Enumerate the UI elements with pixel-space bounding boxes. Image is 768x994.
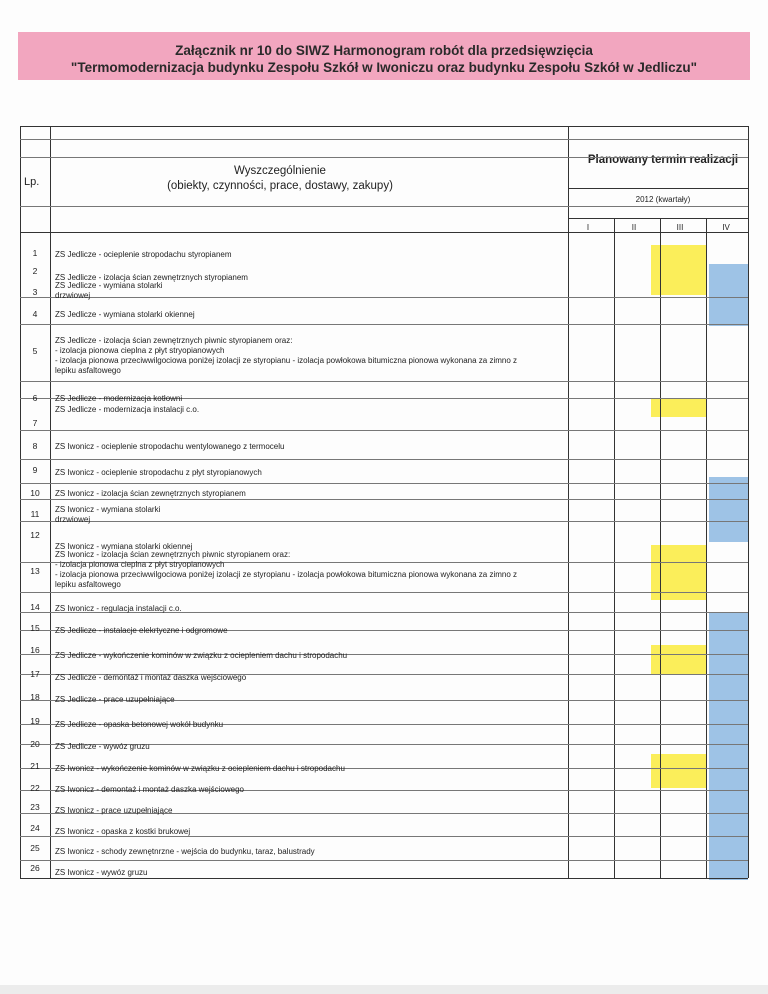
row-description (55, 468, 575, 478)
row-number: 18 (30, 692, 40, 702)
row-description (55, 336, 575, 376)
row-description-line: - izolacja pionowa przeciwwilgociowa poniżej izolacji ze styropianu - izolacja powłokowa bitumiczna pionowa wykonana za zimno z (55, 356, 517, 365)
table-top-border (20, 126, 748, 127)
row-description (55, 310, 575, 320)
row-description-line: ZS Iwonicz - demontaż i montaż daszka wejściowego (55, 785, 244, 794)
year-divider (568, 218, 748, 219)
row-description (55, 281, 575, 301)
table-column-line (50, 126, 51, 878)
planned-header: Planowany termin realizacji (587, 154, 739, 166)
row-number: 7 (32, 418, 38, 428)
row-description (55, 394, 575, 404)
row-number: 2 (32, 266, 38, 276)
row-description-line: ZS Jedlicze - demontaż i montaż daszka wejściowego (55, 673, 247, 682)
row-description-line: ZS Iwonicz - ocieplenie stropodachu wentylowanego z termocelu (55, 442, 285, 451)
row-description-line: lepiku asfaltowego (55, 366, 121, 375)
row-description-line: - izolacja pionowa przeciwwilgociowa poniżej izolacji ze styropianu - izolacja powłokowa bitumiczna pionowa wykonana za zimno z (55, 570, 517, 579)
row-description (55, 489, 575, 499)
table-row-line (20, 430, 748, 431)
quarter-3-header: III (676, 223, 684, 232)
table-row-line (20, 157, 748, 158)
row-description-line: ZS Jedlicze - izolacja ścian zewnętrznych styropianem (55, 273, 248, 282)
description-header-line-2: (obiekty, czynności, prace, dostawy, zakupy) (167, 180, 393, 192)
row-number: 9 (32, 465, 38, 475)
row-number: 20 (30, 739, 40, 749)
row-description (55, 847, 575, 857)
row-number: 6 (32, 393, 38, 403)
row-number: 12 (30, 530, 40, 540)
description-header (160, 164, 400, 194)
row-description-line: ZS Jedlicze - wymiana stolarki (55, 281, 163, 290)
table-row-line (20, 499, 748, 500)
row-description-line: ZS Jedlicze - modernizacja instalacji c.o. (55, 405, 200, 414)
row-description-line: ZS Iwonicz - opaska z kostki brukowej (55, 827, 191, 836)
row-description (55, 764, 575, 774)
row-description-line: ZS Iwonicz - wykończenie kominów w związku z ociepleniem dachu i stropodachu (55, 764, 345, 773)
header-bottom-border (20, 232, 748, 233)
table-row-line (20, 483, 748, 484)
row-number: 19 (30, 716, 40, 726)
table-column-line (748, 126, 749, 878)
row-description-line: ZS Jedlicze - prace uzupełniające (55, 695, 175, 704)
schedule-table (20, 126, 748, 878)
row-description-line: ZS Jedlicze - opaska betonowej wokół budynku (55, 720, 224, 729)
row-description (55, 505, 575, 525)
row-number: 22 (30, 783, 40, 793)
row-number: 13 (30, 566, 40, 576)
title-line-1: Załącznik nr 10 do SIWZ Harmonogram robót dla przedsięwzięcia (175, 43, 593, 58)
table-row-line (20, 860, 748, 861)
row-description-line: ZS Jedlicze - instalacje elekrtyczne i odgromowe (55, 626, 228, 635)
table-row-line (20, 592, 748, 593)
row-description-line: ZS Iwonicz - ocieplenie stropodachu z płyt styropianowych (55, 468, 262, 477)
row-description (55, 604, 575, 614)
row-description (55, 827, 575, 837)
lp-header: Lp. (24, 176, 40, 188)
quarter-4-highlight (709, 264, 748, 326)
row-number: 21 (30, 761, 40, 771)
quarter-1-header: I (586, 223, 590, 232)
row-description (55, 720, 575, 730)
row-description (55, 695, 575, 705)
row-description (55, 250, 575, 260)
row-description (55, 405, 575, 415)
row-number: 3 (32, 287, 38, 297)
row-number: 25 (30, 843, 40, 853)
row-description-line: ZS Iwonicz - wymiana stolarki (55, 505, 161, 514)
quarter-4-header: IV (722, 223, 730, 232)
row-description-line: ZS Jedlicze - izolacja ścian zewnętrznych piwnic styropianem oraz: (55, 336, 293, 345)
row-number: 5 (32, 346, 38, 356)
row-description (55, 868, 575, 878)
planned-divider (568, 188, 748, 189)
row-description-line: drzwiowej (55, 515, 91, 524)
description-header-line-1: Wyszczególnienie (234, 165, 326, 177)
table-row-line (20, 459, 748, 460)
row-number: 14 (30, 602, 40, 612)
row-number: 15 (30, 623, 40, 633)
row-description (55, 626, 575, 636)
quarter-2-header: II (631, 223, 637, 232)
row-number: 1 (32, 248, 38, 258)
row-description-line: ZS Iwonicz - wywóz gruzu (55, 868, 148, 877)
row-description-line: ZS Iwonicz - schody zewnętnrzne - wejścia do budynku, taraz, balustrady (55, 847, 315, 856)
row-number: 4 (32, 309, 38, 319)
row-number: 11 (30, 509, 40, 519)
table-row-line (20, 139, 748, 140)
table-row-line (20, 381, 748, 382)
row-description (55, 651, 575, 661)
row-number: 10 (30, 488, 40, 498)
row-description-line: ZS Jedlicze - ocieplenie stropodachu styropianem (55, 250, 232, 259)
row-number: 26 (30, 863, 40, 873)
row-number: 24 (30, 823, 40, 833)
row-description-line: ZS Jedlicze - wymiana stolarki okiennej (55, 310, 195, 319)
row-description-line: ZS Iwonicz - wymiana stolarki okiennej (55, 542, 193, 551)
row-description-line: - izolacja pionowa cieplna z płyt stryopianowych (55, 346, 225, 355)
row-number: 17 (30, 669, 40, 679)
row-description (55, 785, 575, 795)
row-description-line: ZS Jedlicze - modernizacja kotłowni (55, 394, 183, 403)
document-title (18, 42, 750, 76)
row-description-line: ZS Iwonicz - prace uzupełniające (55, 806, 173, 815)
table-column-line (706, 218, 707, 878)
quarter-4-highlight (709, 477, 748, 542)
quarter-4-highlight (709, 612, 748, 880)
row-description (55, 673, 575, 683)
row-description-line: drzwiowej (55, 291, 91, 300)
row-number: 8 (32, 441, 38, 451)
row-description (55, 742, 575, 752)
row-description-line: ZS Jedlicze - wykończenie kominów w związku z ociepleniem dachu i stropodachu (55, 651, 348, 660)
row-description-line: ZS Iwonicz - regulacja instalacji c.o. (55, 604, 182, 613)
row-description-line: ZS Iwonicz - izolacja ścian zewnętrznych styropianem (55, 489, 246, 498)
row-description (55, 442, 575, 452)
table-row-line (20, 206, 748, 207)
row-number: 16 (30, 645, 40, 655)
year-header: 2012 (kwartały) (635, 195, 691, 204)
table-row-line (20, 324, 748, 325)
title-line-2: "Termomodernizacja budynku Zespołu Szkół w Iwoniczu oraz budynku Zespołu Szkół w Jedliczu" (70, 60, 698, 75)
table-bottom-border (20, 878, 748, 879)
row-description-line: - izolacja pionowa cieplna z płyt stryopianowych (55, 560, 225, 569)
row-description (55, 806, 575, 816)
row-description-line: ZS Iwonicz - izolacja ścian zewnętrznych piwnic styropianem oraz: (55, 550, 291, 559)
table-column-line (614, 218, 615, 878)
table-column-line (660, 218, 661, 878)
row-number: 23 (30, 802, 40, 812)
row-description-line: ZS Jedlicze - wywóz gruzu (55, 742, 150, 751)
row-description (55, 550, 575, 590)
row-description-line: lepiku asfaltowego (55, 580, 121, 589)
